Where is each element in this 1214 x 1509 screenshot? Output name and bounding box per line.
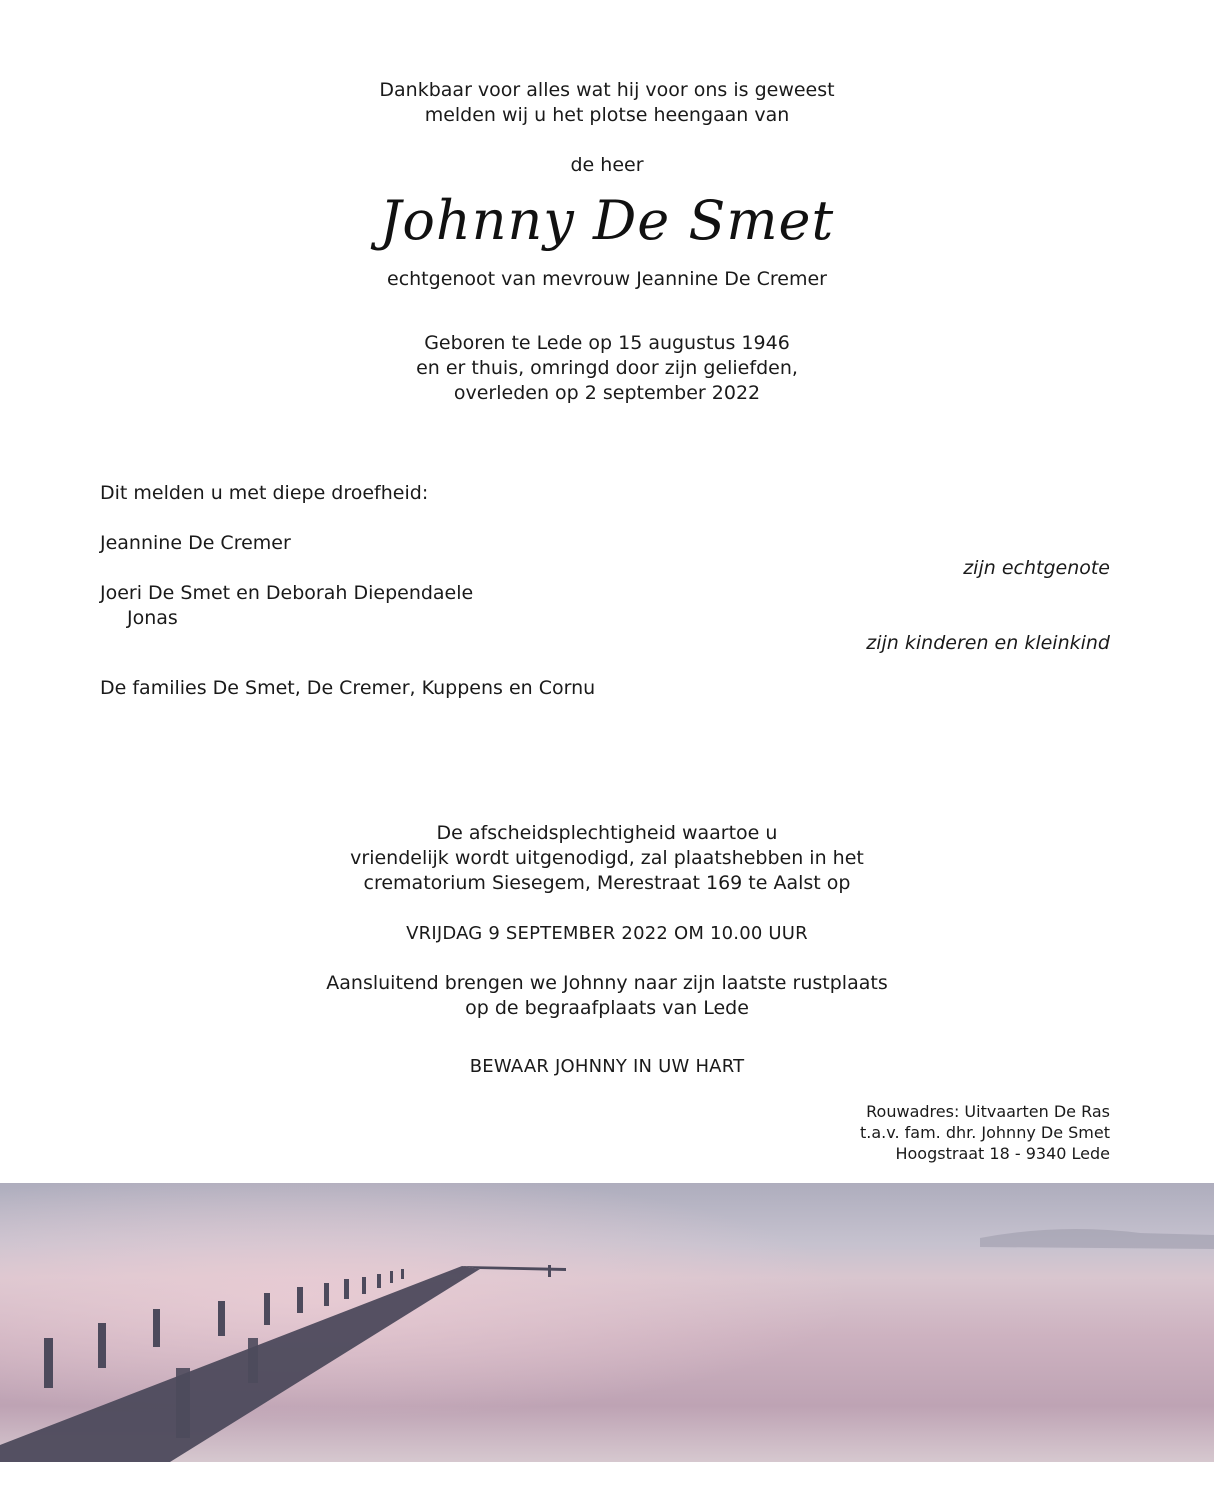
burial-line: op de begraafplaats van Lede — [465, 997, 749, 1019]
mourner-spouse: Jeannine De Cremer — [100, 532, 291, 554]
deceased-name: Johnny De Smet — [379, 189, 835, 252]
burial — [0, 971, 1214, 1021]
birth-death-line: en er thuis, omringd door zijn geliefden, — [416, 357, 798, 379]
address-line: t.a.v. fam. dhr. Johnny De Smet — [859, 1123, 1110, 1142]
spouse-relation: zijn echtgenote — [963, 557, 1110, 579]
ceremony-line: De afscheidsplechtigheid waartoe u — [436, 822, 778, 844]
lake-jetty-photo — [0, 1183, 1214, 1462]
intro-line: melden wij u het plotse heengaan van — [424, 104, 790, 126]
ceremony-line: vriendelijk wordt uitgenodigd, zal plaatshebben in het — [350, 847, 864, 869]
ceremony-line: crematorium Siesegem, Merestraat 169 te Aalst op — [363, 872, 851, 894]
ceremony-date: VRIJDAG 9 SEPTEMBER 2022 OM 10.00 UUR — [406, 923, 808, 944]
intro — [0, 78, 1214, 128]
mourner-families: De families De Smet, De Cremer, Kuppens en Cornu — [100, 677, 596, 699]
address-block — [860, 1101, 1110, 1164]
mourner-grandchild: Jonas — [127, 607, 178, 629]
mourner-children: Joeri De Smet en Deborah Diependaele — [100, 582, 474, 604]
ceremony — [0, 821, 1214, 896]
burial-line: Aansluitend brengen we Johnny naar zijn laatste rustplaats — [326, 972, 888, 994]
address-line: Hoogstraat 18 - 9340 Lede — [895, 1144, 1110, 1163]
birth-death — [0, 331, 1214, 406]
address-line: Rouwadres: Uitvaarten De Ras — [866, 1102, 1110, 1121]
intro-line: Dankbaar voor alles wat hij voor ons is geweest — [379, 79, 835, 101]
spouse-line: echtgenoot van mevrouw Jeannine De Cremer — [387, 268, 827, 290]
birth-death-line: overleden op 2 september 2022 — [453, 382, 761, 404]
birth-death-line: Geboren te Lede op 15 augustus 1946 — [424, 332, 790, 354]
closing-line: BEWAAR JOHNNY IN UW HART — [469, 1056, 745, 1077]
title-prefix: de heer — [570, 154, 644, 176]
mourners-intro: Dit melden u met diepe droefheid: — [100, 482, 429, 504]
children-relation: zijn kinderen en kleinkind — [866, 632, 1110, 654]
